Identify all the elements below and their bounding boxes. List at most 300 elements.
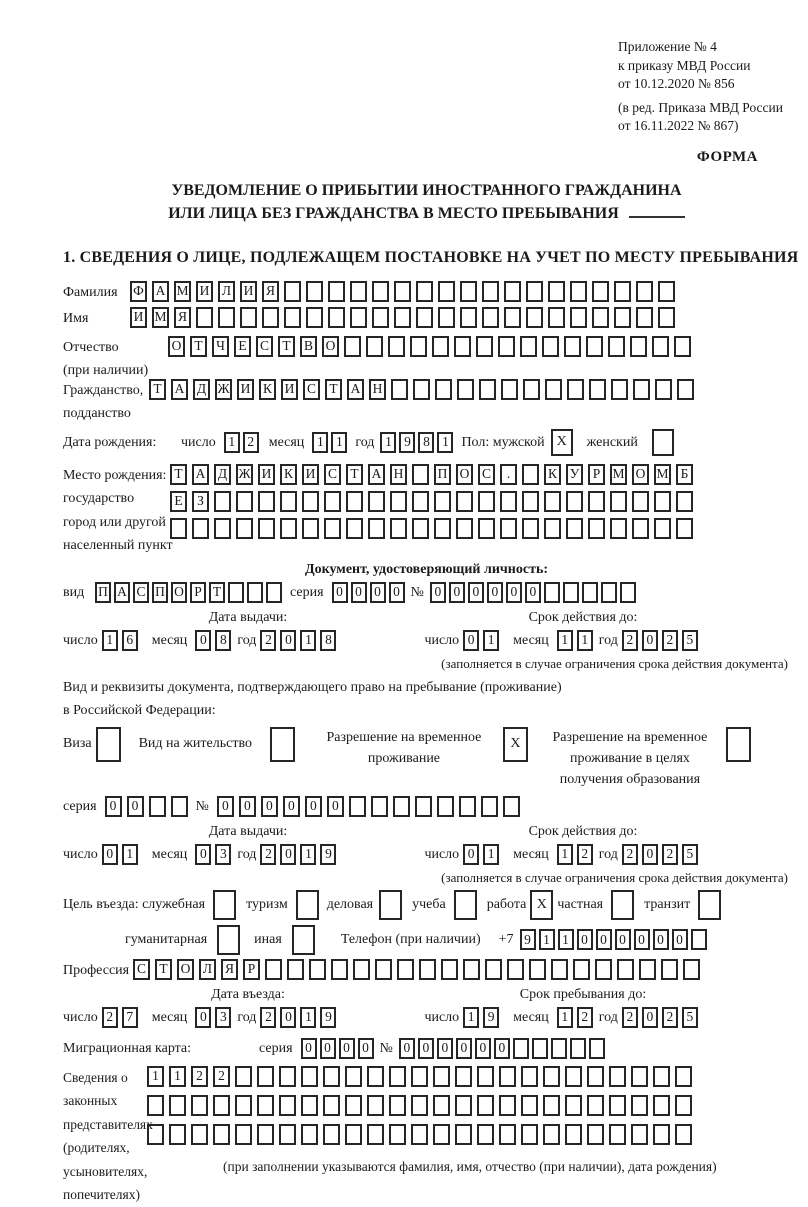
- char-cell[interactable]: [147, 1124, 164, 1145]
- char-cell[interactable]: С: [133, 959, 150, 980]
- char-cell[interactable]: [675, 1124, 692, 1145]
- char-cell[interactable]: 0: [672, 929, 688, 950]
- char-cell[interactable]: [636, 281, 653, 302]
- char-cell[interactable]: [521, 1124, 538, 1145]
- char-cell[interactable]: Н: [390, 464, 407, 485]
- char-cell[interactable]: [394, 307, 411, 328]
- visa-checkbox[interactable]: [96, 727, 121, 762]
- char-cell[interactable]: И: [130, 307, 147, 328]
- char-cell[interactable]: 0: [105, 796, 122, 817]
- char-cell[interactable]: 2: [213, 1066, 230, 1087]
- char-cell[interactable]: [214, 518, 231, 539]
- char-cell[interactable]: [504, 307, 521, 328]
- char-cell[interactable]: [658, 307, 675, 328]
- char-cell[interactable]: 1: [169, 1066, 186, 1087]
- char-cell[interactable]: 2: [662, 1007, 678, 1028]
- char-cell[interactable]: 2: [102, 1007, 118, 1028]
- char-cell[interactable]: [595, 959, 612, 980]
- char-cell[interactable]: 0: [642, 1007, 658, 1028]
- char-cell[interactable]: [504, 281, 521, 302]
- char-cell[interactable]: [482, 281, 499, 302]
- char-cell[interactable]: [500, 491, 517, 512]
- char-cell[interactable]: 0: [339, 1038, 355, 1059]
- char-cell[interactable]: 8: [215, 630, 231, 651]
- char-cell[interactable]: [661, 959, 678, 980]
- char-cell[interactable]: [611, 379, 628, 400]
- char-cell[interactable]: П: [152, 582, 168, 603]
- char-cell[interactable]: 9: [399, 432, 415, 453]
- char-cell[interactable]: [235, 1124, 252, 1145]
- char-cell[interactable]: 0: [195, 1007, 211, 1028]
- char-cell[interactable]: [345, 1066, 362, 1087]
- char-cell[interactable]: 1: [483, 630, 499, 651]
- char-cell[interactable]: [279, 1124, 296, 1145]
- char-cell[interactable]: [658, 281, 675, 302]
- char-cell[interactable]: [592, 307, 609, 328]
- char-cell[interactable]: [631, 1066, 648, 1087]
- char-cell[interactable]: И: [302, 464, 319, 485]
- char-cell[interactable]: 0: [370, 582, 386, 603]
- char-cell[interactable]: 1: [224, 432, 240, 453]
- char-cell[interactable]: 2: [622, 1007, 638, 1028]
- char-cell[interactable]: 2: [577, 1007, 593, 1028]
- char-cell[interactable]: 0: [577, 929, 593, 950]
- char-cell[interactable]: [617, 959, 634, 980]
- char-cell[interactable]: И: [281, 379, 298, 400]
- char-cell[interactable]: Т: [170, 464, 187, 485]
- char-cell[interactable]: [457, 379, 474, 400]
- char-cell[interactable]: [411, 1124, 428, 1145]
- char-cell[interactable]: Ж: [215, 379, 232, 400]
- char-cell[interactable]: [501, 379, 518, 400]
- char-cell[interactable]: 2: [243, 432, 259, 453]
- char-cell[interactable]: [523, 379, 540, 400]
- char-cell[interactable]: П: [434, 464, 451, 485]
- char-cell[interactable]: 9: [320, 844, 336, 865]
- char-cell[interactable]: [391, 379, 408, 400]
- char-cell[interactable]: [500, 518, 517, 539]
- char-cell[interactable]: [513, 1038, 529, 1059]
- char-cell[interactable]: Т: [278, 336, 295, 357]
- char-cell[interactable]: [588, 518, 605, 539]
- char-cell[interactable]: [435, 379, 452, 400]
- char-cell[interactable]: [257, 1124, 274, 1145]
- char-cell[interactable]: [389, 1124, 406, 1145]
- char-cell[interactable]: [542, 336, 559, 357]
- female-checkbox[interactable]: [652, 429, 674, 456]
- char-cell[interactable]: Ф: [130, 281, 147, 302]
- char-cell[interactable]: 2: [260, 630, 276, 651]
- char-cell[interactable]: 2: [622, 630, 638, 651]
- char-cell[interactable]: [302, 491, 319, 512]
- char-cell[interactable]: [433, 1066, 450, 1087]
- char-cell[interactable]: [544, 518, 561, 539]
- char-cell[interactable]: 0: [506, 582, 522, 603]
- char-cell[interactable]: 0: [280, 1007, 296, 1028]
- purpose-business-checkbox[interactable]: [379, 890, 402, 920]
- char-cell[interactable]: 2: [577, 844, 593, 865]
- char-cell[interactable]: [532, 1038, 548, 1059]
- char-cell[interactable]: [191, 1095, 208, 1116]
- char-cell[interactable]: [262, 307, 279, 328]
- char-cell[interactable]: 8: [418, 432, 434, 453]
- char-cell[interactable]: 0: [389, 582, 405, 603]
- char-cell[interactable]: 2: [662, 844, 678, 865]
- char-cell[interactable]: [441, 959, 458, 980]
- char-cell[interactable]: [371, 796, 388, 817]
- char-cell[interactable]: [609, 1066, 626, 1087]
- char-cell[interactable]: [456, 518, 473, 539]
- char-cell[interactable]: [477, 1124, 494, 1145]
- char-cell[interactable]: [213, 1124, 230, 1145]
- char-cell[interactable]: [548, 307, 565, 328]
- char-cell[interactable]: [388, 336, 405, 357]
- char-cell[interactable]: [415, 796, 432, 817]
- char-cell[interactable]: 1: [557, 1007, 573, 1028]
- char-cell[interactable]: [676, 491, 693, 512]
- char-cell[interactable]: [397, 959, 414, 980]
- char-cell[interactable]: [433, 1095, 450, 1116]
- char-cell[interactable]: [567, 379, 584, 400]
- char-cell[interactable]: [170, 518, 187, 539]
- char-cell[interactable]: 0: [463, 630, 479, 651]
- char-cell[interactable]: Р: [588, 464, 605, 485]
- char-cell[interactable]: [463, 959, 480, 980]
- char-cell[interactable]: [279, 1066, 296, 1087]
- char-cell[interactable]: [588, 491, 605, 512]
- char-cell[interactable]: 0: [301, 1038, 317, 1059]
- char-cell[interactable]: 0: [468, 582, 484, 603]
- char-cell[interactable]: Т: [209, 582, 225, 603]
- char-cell[interactable]: [389, 1066, 406, 1087]
- char-cell[interactable]: .: [500, 464, 517, 485]
- purpose-study-checkbox[interactable]: [454, 890, 477, 920]
- char-cell[interactable]: [331, 959, 348, 980]
- male-checkbox[interactable]: X: [551, 429, 573, 456]
- char-cell[interactable]: 5: [682, 844, 698, 865]
- char-cell[interactable]: А: [368, 464, 385, 485]
- char-cell[interactable]: [394, 281, 411, 302]
- char-cell[interactable]: [610, 518, 627, 539]
- char-cell[interactable]: [323, 1124, 340, 1145]
- char-cell[interactable]: 1: [558, 929, 574, 950]
- purpose-transit-checkbox[interactable]: [698, 890, 721, 920]
- char-cell[interactable]: [345, 1095, 362, 1116]
- char-cell[interactable]: К: [280, 464, 297, 485]
- char-cell[interactable]: [543, 1124, 560, 1145]
- char-cell[interactable]: [526, 307, 543, 328]
- char-cell[interactable]: 2: [260, 844, 276, 865]
- char-cell[interactable]: У: [566, 464, 583, 485]
- char-cell[interactable]: 1: [380, 432, 396, 453]
- char-cell[interactable]: С: [303, 379, 320, 400]
- purpose-tourism-checkbox[interactable]: [296, 890, 319, 920]
- char-cell[interactable]: Я: [221, 959, 238, 980]
- char-cell[interactable]: [309, 959, 326, 980]
- char-cell[interactable]: [416, 281, 433, 302]
- char-cell[interactable]: [614, 307, 631, 328]
- char-cell[interactable]: [675, 1066, 692, 1087]
- char-cell[interactable]: [367, 1124, 384, 1145]
- char-cell[interactable]: [375, 959, 392, 980]
- char-cell[interactable]: [521, 1066, 538, 1087]
- char-cell[interactable]: [412, 491, 429, 512]
- char-cell[interactable]: 0: [642, 844, 658, 865]
- char-cell[interactable]: 0: [418, 1038, 434, 1059]
- char-cell[interactable]: [284, 307, 301, 328]
- char-cell[interactable]: 1: [557, 630, 573, 651]
- char-cell[interactable]: [570, 1038, 586, 1059]
- char-cell[interactable]: [521, 1095, 538, 1116]
- char-cell[interactable]: 0: [280, 630, 296, 651]
- char-cell[interactable]: В: [300, 336, 317, 357]
- char-cell[interactable]: [171, 796, 188, 817]
- char-cell[interactable]: [368, 518, 385, 539]
- char-cell[interactable]: О: [632, 464, 649, 485]
- purpose-humanitarian-checkbox[interactable]: [217, 925, 240, 955]
- char-cell[interactable]: [433, 1124, 450, 1145]
- char-cell[interactable]: [522, 491, 539, 512]
- char-cell[interactable]: [257, 1095, 274, 1116]
- char-cell[interactable]: С: [478, 464, 495, 485]
- char-cell[interactable]: 1: [577, 630, 593, 651]
- char-cell[interactable]: [353, 959, 370, 980]
- char-cell[interactable]: [551, 959, 568, 980]
- char-cell[interactable]: 0: [195, 844, 211, 865]
- char-cell[interactable]: [196, 307, 213, 328]
- char-cell[interactable]: [570, 281, 587, 302]
- char-cell[interactable]: [410, 336, 427, 357]
- char-cell[interactable]: [324, 491, 341, 512]
- char-cell[interactable]: М: [174, 281, 191, 302]
- char-cell[interactable]: [454, 336, 471, 357]
- char-cell[interactable]: [503, 796, 520, 817]
- char-cell[interactable]: [582, 582, 598, 603]
- char-cell[interactable]: [393, 796, 410, 817]
- residence-permit-checkbox[interactable]: [270, 727, 295, 762]
- char-cell[interactable]: [432, 336, 449, 357]
- char-cell[interactable]: [328, 307, 345, 328]
- char-cell[interactable]: 1: [147, 1066, 164, 1087]
- char-cell[interactable]: [589, 379, 606, 400]
- char-cell[interactable]: [592, 281, 609, 302]
- char-cell[interactable]: 1: [557, 844, 573, 865]
- char-cell[interactable]: [346, 518, 363, 539]
- char-cell[interactable]: [301, 1095, 318, 1116]
- char-cell[interactable]: М: [654, 464, 671, 485]
- purpose-work-checkbox[interactable]: X: [530, 890, 553, 920]
- char-cell[interactable]: М: [152, 307, 169, 328]
- char-cell[interactable]: [419, 959, 436, 980]
- char-cell[interactable]: Л: [218, 281, 235, 302]
- char-cell[interactable]: [676, 518, 693, 539]
- char-cell[interactable]: 7: [122, 1007, 138, 1028]
- char-cell[interactable]: 0: [430, 582, 446, 603]
- char-cell[interactable]: [481, 796, 498, 817]
- char-cell[interactable]: [169, 1124, 186, 1145]
- char-cell[interactable]: [302, 518, 319, 539]
- char-cell[interactable]: 0: [320, 1038, 336, 1059]
- char-cell[interactable]: [459, 796, 476, 817]
- char-cell[interactable]: С: [324, 464, 341, 485]
- char-cell[interactable]: [280, 518, 297, 539]
- char-cell[interactable]: 0: [596, 929, 612, 950]
- char-cell[interactable]: [434, 491, 451, 512]
- char-cell[interactable]: [258, 491, 275, 512]
- char-cell[interactable]: [655, 379, 672, 400]
- char-cell[interactable]: [280, 491, 297, 512]
- char-cell[interactable]: [609, 1124, 626, 1145]
- char-cell[interactable]: [499, 1066, 516, 1087]
- char-cell[interactable]: [653, 1124, 670, 1145]
- char-cell[interactable]: [654, 518, 671, 539]
- char-cell[interactable]: 0: [494, 1038, 510, 1059]
- char-cell[interactable]: [565, 1066, 582, 1087]
- char-cell[interactable]: [236, 518, 253, 539]
- char-cell[interactable]: [149, 796, 166, 817]
- char-cell[interactable]: 0: [261, 796, 278, 817]
- char-cell[interactable]: 0: [399, 1038, 415, 1059]
- char-cell[interactable]: [344, 336, 361, 357]
- char-cell[interactable]: 0: [449, 582, 465, 603]
- char-cell[interactable]: [416, 307, 433, 328]
- char-cell[interactable]: 0: [195, 630, 211, 651]
- char-cell[interactable]: А: [152, 281, 169, 302]
- char-cell[interactable]: Т: [155, 959, 172, 980]
- char-cell[interactable]: [507, 959, 524, 980]
- char-cell[interactable]: 0: [487, 582, 503, 603]
- char-cell[interactable]: [551, 1038, 567, 1059]
- char-cell[interactable]: [653, 1095, 670, 1116]
- char-cell[interactable]: [350, 307, 367, 328]
- char-cell[interactable]: О: [322, 336, 339, 357]
- char-cell[interactable]: [247, 582, 263, 603]
- char-cell[interactable]: О: [168, 336, 185, 357]
- char-cell[interactable]: [564, 336, 581, 357]
- char-cell[interactable]: 0: [475, 1038, 491, 1059]
- char-cell[interactable]: Е: [234, 336, 251, 357]
- char-cell[interactable]: [366, 336, 383, 357]
- char-cell[interactable]: [477, 1066, 494, 1087]
- char-cell[interactable]: [367, 1095, 384, 1116]
- char-cell[interactable]: 0: [239, 796, 256, 817]
- char-cell[interactable]: 0: [332, 582, 348, 603]
- char-cell[interactable]: Я: [262, 281, 279, 302]
- char-cell[interactable]: Д: [193, 379, 210, 400]
- char-cell[interactable]: [284, 281, 301, 302]
- char-cell[interactable]: [548, 281, 565, 302]
- char-cell[interactable]: 2: [260, 1007, 276, 1028]
- char-cell[interactable]: О: [456, 464, 473, 485]
- char-cell[interactable]: 1: [312, 432, 328, 453]
- char-cell[interactable]: Р: [243, 959, 260, 980]
- char-cell[interactable]: [390, 491, 407, 512]
- char-cell[interactable]: З: [192, 491, 209, 512]
- char-cell[interactable]: К: [544, 464, 561, 485]
- char-cell[interactable]: [213, 1095, 230, 1116]
- char-cell[interactable]: [476, 336, 493, 357]
- char-cell[interactable]: [438, 307, 455, 328]
- char-cell[interactable]: [240, 307, 257, 328]
- char-cell[interactable]: [499, 1124, 516, 1145]
- char-cell[interactable]: 3: [215, 1007, 231, 1028]
- char-cell[interactable]: [586, 336, 603, 357]
- char-cell[interactable]: [412, 464, 429, 485]
- char-cell[interactable]: [566, 518, 583, 539]
- char-cell[interactable]: Р: [190, 582, 206, 603]
- char-cell[interactable]: [636, 307, 653, 328]
- char-cell[interactable]: [631, 1124, 648, 1145]
- char-cell[interactable]: [412, 518, 429, 539]
- char-cell[interactable]: [389, 1095, 406, 1116]
- char-cell[interactable]: О: [171, 582, 187, 603]
- char-cell[interactable]: [266, 582, 282, 603]
- char-cell[interactable]: [434, 518, 451, 539]
- purpose-official-checkbox[interactable]: [213, 890, 236, 920]
- char-cell[interactable]: [482, 307, 499, 328]
- char-cell[interactable]: [609, 1095, 626, 1116]
- char-cell[interactable]: [601, 582, 617, 603]
- char-cell[interactable]: [631, 1095, 648, 1116]
- temp-residence-checkbox[interactable]: X: [503, 727, 528, 762]
- char-cell[interactable]: [413, 379, 430, 400]
- char-cell[interactable]: 1: [122, 844, 138, 865]
- char-cell[interactable]: [674, 336, 691, 357]
- char-cell[interactable]: [499, 1095, 516, 1116]
- char-cell[interactable]: [653, 1066, 670, 1087]
- char-cell[interactable]: [677, 379, 694, 400]
- char-cell[interactable]: А: [114, 582, 130, 603]
- char-cell[interactable]: 1: [483, 844, 499, 865]
- char-cell[interactable]: 2: [662, 630, 678, 651]
- char-cell[interactable]: 0: [456, 1038, 472, 1059]
- char-cell[interactable]: 0: [634, 929, 650, 950]
- char-cell[interactable]: 5: [682, 1007, 698, 1028]
- char-cell[interactable]: И: [196, 281, 213, 302]
- char-cell[interactable]: [169, 1095, 186, 1116]
- char-cell[interactable]: [350, 281, 367, 302]
- char-cell[interactable]: 0: [463, 844, 479, 865]
- char-cell[interactable]: [478, 491, 495, 512]
- char-cell[interactable]: И: [258, 464, 275, 485]
- char-cell[interactable]: [214, 491, 231, 512]
- char-cell[interactable]: [608, 336, 625, 357]
- char-cell[interactable]: [324, 518, 341, 539]
- char-cell[interactable]: [411, 1066, 428, 1087]
- char-cell[interactable]: С: [133, 582, 149, 603]
- char-cell[interactable]: [345, 1124, 362, 1145]
- char-cell[interactable]: [520, 336, 537, 357]
- char-cell[interactable]: И: [237, 379, 254, 400]
- char-cell[interactable]: [455, 1124, 472, 1145]
- char-cell[interactable]: Я: [174, 307, 191, 328]
- char-cell[interactable]: [498, 336, 515, 357]
- char-cell[interactable]: Т: [149, 379, 166, 400]
- char-cell[interactable]: Е: [170, 491, 187, 512]
- char-cell[interactable]: [301, 1124, 318, 1145]
- char-cell[interactable]: [565, 1124, 582, 1145]
- char-cell[interactable]: [477, 1095, 494, 1116]
- char-cell[interactable]: [485, 959, 502, 980]
- char-cell[interactable]: [460, 281, 477, 302]
- char-cell[interactable]: 0: [305, 796, 322, 817]
- char-cell[interactable]: Д: [214, 464, 231, 485]
- char-cell[interactable]: [456, 491, 473, 512]
- char-cell[interactable]: [543, 1066, 560, 1087]
- temp-residence-education-checkbox[interactable]: [726, 727, 751, 762]
- char-cell[interactable]: [545, 379, 562, 400]
- char-cell[interactable]: [257, 1066, 274, 1087]
